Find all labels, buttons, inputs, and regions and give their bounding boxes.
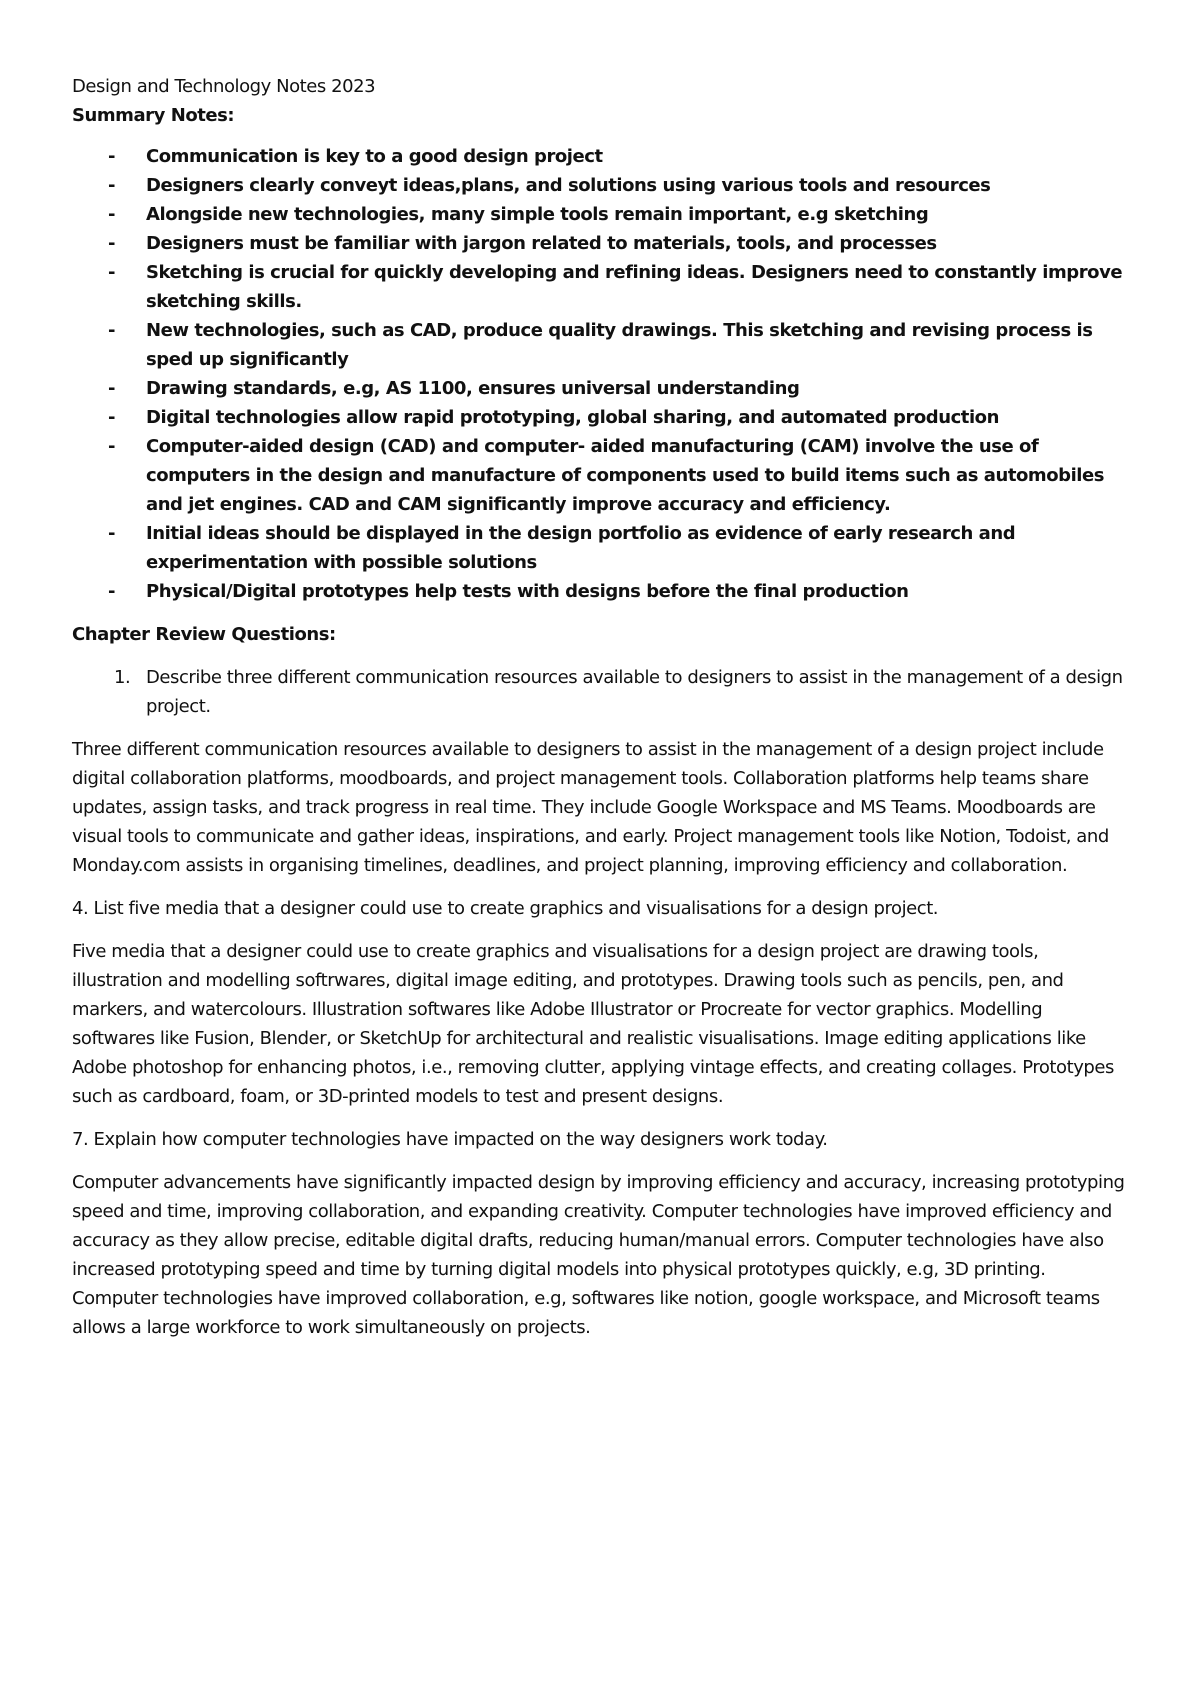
bullet-dash: - [108,581,116,602]
answer-4-paragraph: Five media that a designer could use to create graphics and visualisations for a design project are drawing tools, illustration and modelling softrwares, digital image editing, and prototypes. Drawing tools such as pencils, pen, and markers, and watercolours. Illustration softwares like Adobe Illustrator or Procreate for vector graphics. Modelling softwares like Fusion, Blender, or SketchUp for architectural and realistic visualisations. Image editing applications like Adobe photoshop for enhancing photos, i.e., removing clutter, applying vintage effects, and creating collages. Prototypes such as cardboard, foam, or 3D-printed models to test and present designs. [72,941,1114,1107]
question-4: 4. List five media that a designer could use to create graphics and visualisations for a design project. [72,898,939,919]
question-item [72,663,1130,721]
summary-item-text: Alongside new technologies, many simple tools remain important, e.g sketching [146,204,929,225]
bullet-dash: - [108,320,116,341]
bullet-dash: - [108,523,116,544]
summary-item [72,519,1130,577]
summary-item-text: Designers must be familiar with jargon related to materials, tools, and processes [146,233,937,254]
summary-item-text: Designers clearly conveyt ideas,plans, and solutions using various tools and resources [146,175,991,196]
summary-item [72,403,1130,432]
review-questions-heading: Chapter Review Questions: [72,624,336,645]
summary-item-text: New technologies, such as CAD, produce quality drawings. This sketching and revising process is sped up significantly [146,320,1093,370]
bullet-dash: - [108,378,116,399]
summary-item-text: Sketching is crucial for quickly developing and refining ideas. Designers need to constantly improve sketching skills. [146,262,1123,312]
summary-item-text: Computer-aided design (CAD) and computer- aided manufacturing (CAM) involve the use of computers in the design and manufacture of components used to build items such as automobiles and jet engines. CAD and CAM significantly improve accuracy and efficiency. [146,436,1105,515]
summary-item [72,374,1130,403]
bullet-dash: - [108,262,116,283]
summary-item-text: Digital technologies allow rapid prototyping, global sharing, and automated production [146,407,999,428]
summary-heading: Summary Notes: [72,105,235,126]
summary-item [72,229,1130,258]
bullet-dash: - [108,233,116,254]
summary-item [72,577,1130,606]
bullet-dash: - [108,146,116,167]
summary-list [72,142,1130,606]
summary-item-text: Initial ideas should be displayed in the design portfolio as evidence of early research and experimentation with possible solutions [146,523,1016,573]
summary-item [72,258,1130,316]
answer-1-paragraph: Three different communication resources available to designers to assist in the management of a design project include digital collaboration platforms, moodboards, and project management tools. Collaboration platforms help teams share updates, assign tasks, and track progress in real time. They include Google Workspace and MS Teams. Moodboards are visual tools to communicate and gather ideas, inspirations, and early. Project management tools like Notion, Todoist, and Monday.com assists in organising timelines, deadlines, and project planning, improving efficiency and collaboration. [72,739,1109,876]
summary-item [72,142,1130,171]
question-7: 7. Explain how computer technologies have impacted on the way designers work today. [72,1129,828,1150]
summary-item-text: Communication is key to a good design project [146,146,603,167]
question-list [72,663,1130,721]
summary-item [72,316,1130,374]
bullet-dash: - [108,436,116,457]
summary-item-text: Drawing standards, e.g, AS 1100, ensures universal understanding [146,378,800,399]
summary-item [72,171,1130,200]
answer-7-paragraph: Computer advancements have significantly impacted design by improving efficiency and accuracy, increasing prototyping speed and time, improving collaboration, and expanding creativity. Computer technologies have improved efficiency and accuracy as they allow precise, editable digital drafts, reducing human/manual errors. Computer technologies have also increased prototyping speed and time by turning digital models into physical prototypes quickly, e.g, 3D printing. Computer technologies have improved collaboration, e.g, softwares like notion, google workspace, and Microsoft teams allows a large workforce to work simultaneously on projects. [72,1172,1125,1338]
summary-item [72,200,1130,229]
question-text: Describe three different communication resources available to designers to assist in the management of a design project. [146,667,1123,717]
bullet-dash: - [108,407,116,428]
bullet-dash: - [108,204,116,225]
document-page [72,72,1130,1342]
document-title: Design and Technology Notes 2023 [72,76,376,97]
summary-item [72,432,1130,519]
bullet-dash: - [108,175,116,196]
question-number: 1. [114,667,131,688]
summary-item-text: Physical/Digital prototypes help tests with designs before the final production [146,581,909,602]
